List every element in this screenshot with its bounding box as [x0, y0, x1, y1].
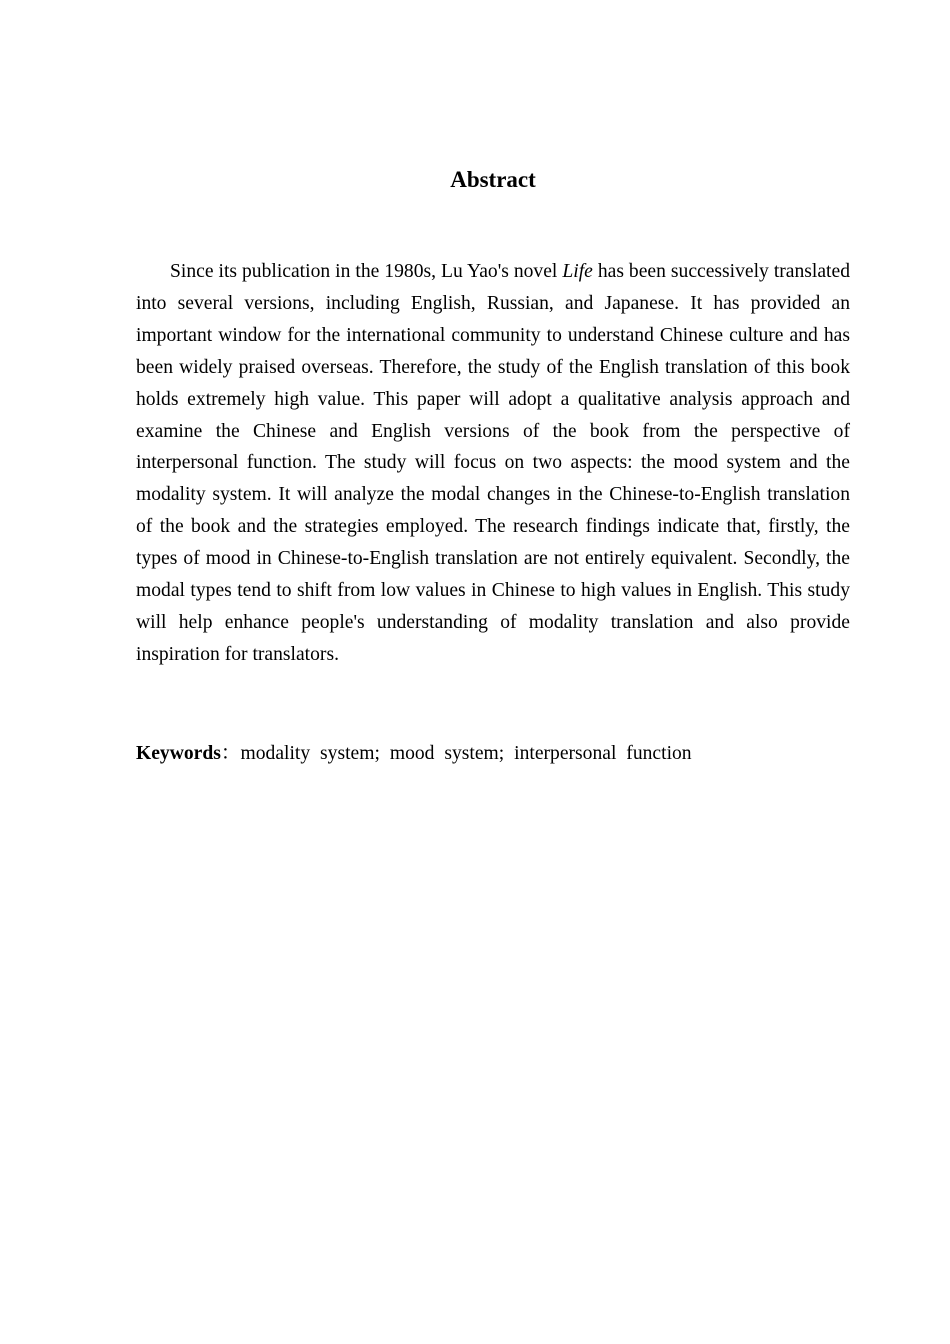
keywords-label: Keywords [136, 743, 221, 764]
abstract-text-rest: has been successively translated into several versions, including English, Russian, and Japanese. It has provided an important window for the international community to understand Chinese culture and has been widely praised overseas. Therefore, the study of the English translation of this book holds extremely high value. This paper will adopt a qualitative analysis approach and examine the Chinese and English versions of the book from the perspective of interpersonal function. The study will focus on two aspects: the mood system and the modality system. It will analyze the modal changes in the Chinese-to-English translation of the book and the strategies employed. The research findings indicate that, firstly, the types of mood in Chinese-to-English translation are not entirely equivalent. Secondly, the modal types tend to shift from low values in Chinese to high values in English. This study will help enhance people's understanding of modality translation and also provide inspiration for translators. [136, 261, 850, 665]
keywords-text: modality system; mood system; interpersonal function [240, 743, 692, 764]
novel-title: Life [562, 261, 593, 282]
abstract-text-start: Since its publication in the 1980s, Lu Yao's novel [170, 261, 563, 282]
keywords-separator: ： [220, 743, 241, 764]
abstract-paragraph [136, 256, 850, 671]
abstract-title: Abstract [450, 167, 536, 192]
keywords-line [136, 738, 850, 770]
